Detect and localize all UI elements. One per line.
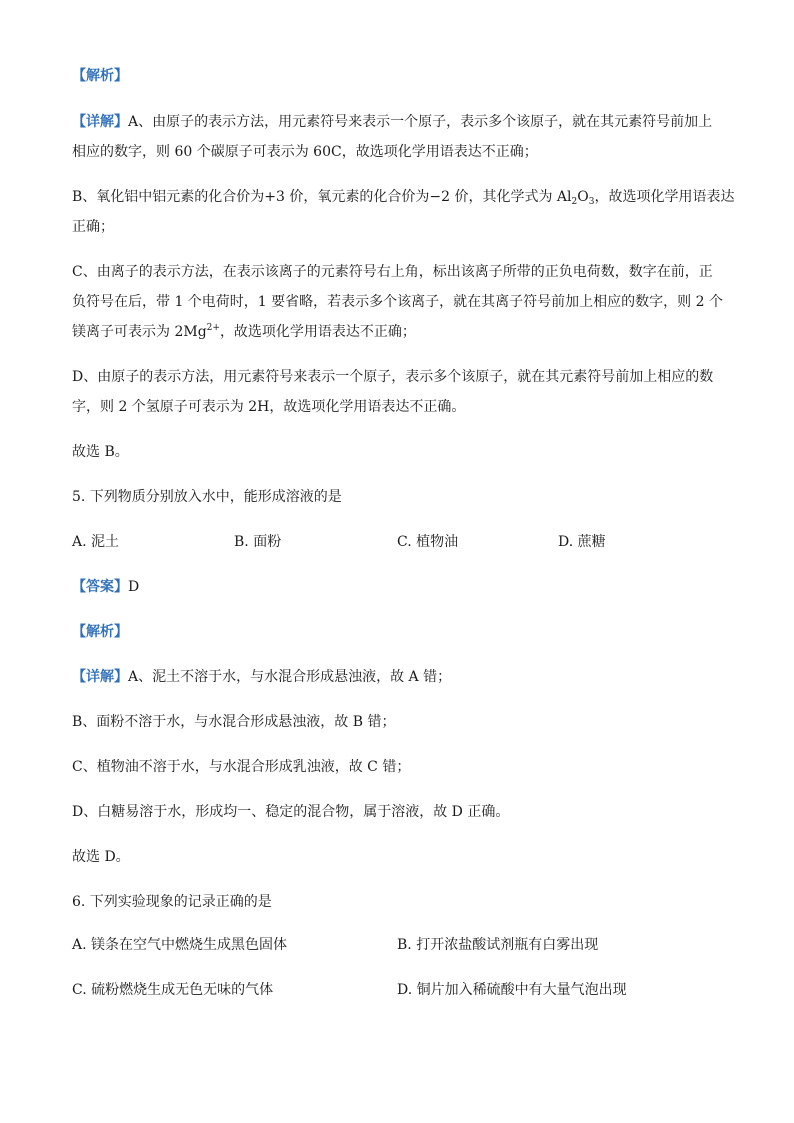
q5-conclusion: 故选 D。 [72,849,130,865]
q5-question: 5. 下列物质分别放入水中，能形成溶液的是 [72,489,342,505]
q5-detail-a: 【详解】A、泥土不溶于水，与水混合形成悬浊液，故 A 错； [72,669,452,685]
q6-option-c: C. 硫粉燃烧生成无色无味的气体 [72,982,274,998]
q5-option-b: B. 面粉 [234,534,282,550]
q6-option-b: B. 打开浓盐酸试剂瓶有白雾出现 [397,937,599,953]
q5-detail-c: C、植物油不溶于水，与水混合形成乳浊液，故 C 错； [72,759,411,775]
q5-answer [72,577,139,597]
q4-detail-a-line2: 相应的数字，则 60 个碳原子可表示为 60C，故选项化学用语表达不正确； [72,144,538,160]
q4-analysis-tag: 【解析】 [72,68,128,84]
q6-question: 6. 下列实验现象的记录正确的是 [72,894,272,910]
q5-option-c: C. 植物油 [397,534,459,550]
q6-option-d: D. 铜片加入稀硫酸中有大量气泡出现 [397,982,627,998]
q5-answer-tag: 【答案】 [72,579,128,595]
q4-detail-c-line1: C、由离子的表示方法，在表示该离子的元素符号右上角，标出该离子所带的正负电荷数，数字在前，正 [72,264,713,280]
q5-option-a: A. 泥土 [72,534,120,550]
q5-option-d: D. 蔗糖 [558,534,606,550]
q5-answer-value: D [128,579,140,595]
q5-detail-b: B、面粉不溶于水，与水混合形成悬浊液，故 B 错； [72,714,396,730]
q4-detail-b-line2: 正确； [72,219,114,235]
q5-analysis-tag: 【解析】 [72,624,128,640]
q4-detail-b-line1: B、氧化铝中铝元素的化合价为+3 价，氧元素的化合价为−2 价，其化学式为 $Al_2O_3$，故选项化学用语表达 [72,189,735,207]
q4-detail-c-line3: 镁离子可表示为 $2Mg^{2+}$，故选项化学用语表达不正确； [72,323,416,340]
q6-option-a: A. 镁条在空气中燃烧生成黑色固体 [72,937,288,953]
q4-detail-d-line2: 字，则 2 个氢原子可表示为 2H，故选项化学用语表达不正确。 [72,399,466,415]
q4-conclusion: 故选 B。 [72,444,129,460]
q4-detail-tag: 【详解】 [72,114,128,130]
q5-detail-d: D、白糖易溶于水，形成均一、稳定的混合物，属于溶液，故 D 正确。 [72,804,510,820]
q5-detail-tag: 【详解】 [72,669,128,685]
q4-detail-d-line1: D、由原子的表示方法，用元素符号来表示一个原子，表示多个该原子，就在其元素符号前加上相应的数 [72,369,714,385]
q4-detail-c-line2: 负符号在后，带 1 个电荷时，1 要省略，若表示多个该离子，就在其离子符号前加上相应的数字，则 2 个 [72,294,723,310]
q4-detail-a-line1: 【详解】A、由原子的表示方法，用元素符号来表示一个原子，表示多个该原子，就在其元素符号前加上 [72,114,713,130]
